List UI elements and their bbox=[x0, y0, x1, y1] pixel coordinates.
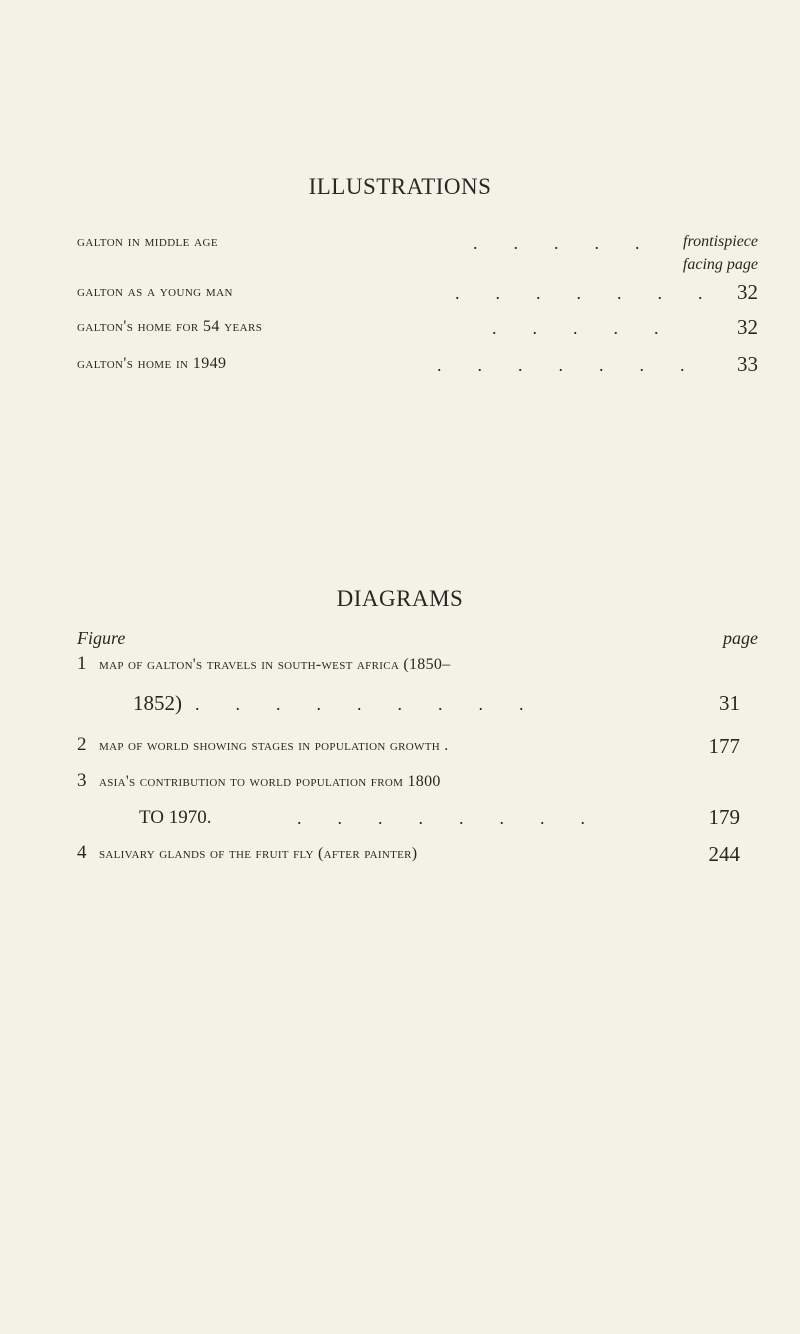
illustration-row bbox=[77, 352, 758, 383]
page-number: 32 bbox=[737, 315, 758, 339]
leader-dots: . . . . . . . bbox=[455, 283, 703, 303]
illustrations-heading: ILLUSTRATIONS bbox=[308, 174, 492, 199]
page-column-label: page bbox=[723, 628, 758, 648]
page-number: 177 bbox=[708, 734, 740, 758]
frontispiece-note: frontispiece bbox=[683, 233, 758, 250]
figure-number: 4 bbox=[77, 842, 87, 863]
diagram-row-continuation bbox=[77, 691, 758, 722]
diagram-label: asia's contribution to world population from 1800 bbox=[99, 773, 441, 790]
illustration-label: galton as a young man bbox=[77, 283, 233, 300]
page-number: 33 bbox=[737, 352, 758, 376]
leader-dots: . . . . . bbox=[473, 233, 640, 253]
figure-column-label: Figure bbox=[77, 628, 126, 648]
figure-number: 3 bbox=[77, 770, 87, 791]
diagram-label: map of world showing stages in population growth . bbox=[99, 737, 449, 754]
figure-number: 1 bbox=[77, 653, 87, 674]
illustration-row bbox=[77, 233, 758, 261]
diagram-row bbox=[77, 842, 758, 873]
page-number: 31 bbox=[719, 691, 740, 715]
diagram-row bbox=[77, 653, 758, 684]
diagram-label: salivary glands of the fruit fly (after painter) bbox=[99, 845, 418, 862]
diagram-label-continuation: TO 1970. bbox=[139, 807, 212, 828]
illustration-row bbox=[77, 315, 758, 346]
page-number: 179 bbox=[708, 805, 740, 829]
diagram-row bbox=[77, 734, 758, 765]
diagrams-heading: DIAGRAMS bbox=[336, 586, 464, 611]
page-number: 244 bbox=[708, 842, 740, 866]
page-number: 32 bbox=[737, 280, 758, 304]
leader-dots: . . . . . bbox=[492, 318, 659, 338]
diagram-row-continuation bbox=[77, 805, 758, 836]
leader-dots: . . . . . . . . . bbox=[195, 694, 524, 714]
illustration-label: galton's home in 1949 bbox=[77, 355, 227, 372]
diagram-label: map of galton's travels in south-west africa (1850– bbox=[99, 656, 451, 673]
diagram-row bbox=[77, 770, 758, 801]
facing-page-note: facing page bbox=[682, 256, 758, 273]
illustration-row bbox=[77, 280, 758, 311]
illustration-label: galton in middle age bbox=[77, 233, 218, 250]
illustration-label: galton's home for 54 years bbox=[77, 318, 263, 335]
leader-dots: . . . . . . . . bbox=[297, 808, 585, 828]
figure-number: 2 bbox=[77, 734, 87, 755]
leader-dots: . . . . . . . bbox=[437, 355, 685, 375]
diagram-label-continuation: 1852) bbox=[133, 691, 182, 715]
